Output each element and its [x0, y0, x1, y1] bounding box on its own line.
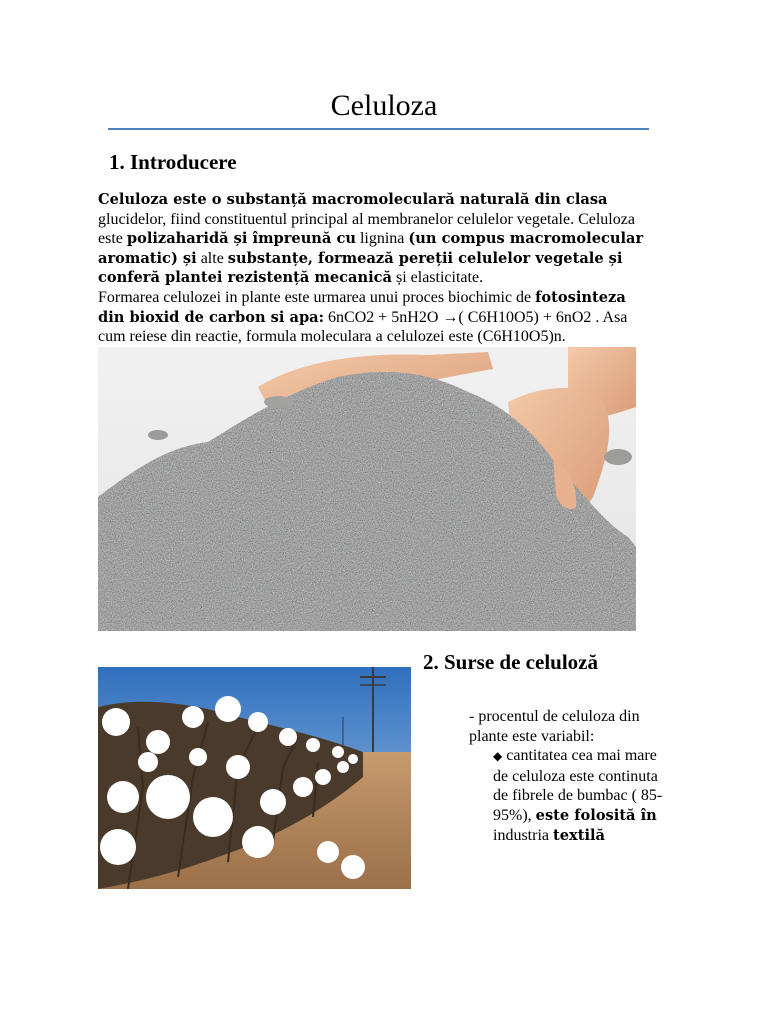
intro-paragraph-1 — [52, 190, 652, 288]
diamond-bullet-icon: ◆ — [493, 749, 503, 764]
text-run: elasticitate. — [406, 269, 484, 287]
text-run: alte — [196, 249, 228, 267]
cellulose-fiber-photo — [98, 347, 636, 631]
text-run: este o substanță macromoleculară naturală din clasa — [168, 191, 608, 208]
text-run: polizaharidă și împreună cu — [126, 230, 356, 248]
text-run: Celuloza — [98, 191, 169, 208]
text-run: Formarea celulozei in plante este urmarea unui proces biochimic de — [98, 288, 536, 306]
text-run: (un compus macromolecular aromatic) și — [98, 230, 644, 267]
title-underline — [108, 128, 649, 130]
section-heading-introducere: 1. Introducere — [109, 150, 237, 174]
text-run: cantitatea cea mai mare de celuloza este continuta de fibrele de bumbac ( 85-95%), — [493, 747, 663, 824]
cellulose-fiber-illustration — [98, 347, 636, 631]
text-run: 6nCO2 + 5nH2O →( C6H10O5) + 6nO2 . Asa cum reiese din reactie, formula moleculara a celulozei este (C6H10O5)n. — [98, 308, 628, 346]
text-run: este folosită în — [535, 806, 657, 824]
text-run: industria — [493, 826, 553, 844]
page-title: Celuloza — [330, 89, 438, 122]
intro-text — [52, 190, 652, 347]
sources-line-1: - procentul de celuloza din plante este variabil: — [469, 708, 640, 745]
text-run: lignina — [355, 230, 409, 248]
text-run: textilă — [553, 826, 606, 844]
text-run: și — [391, 269, 407, 287]
sources-text — [423, 707, 663, 845]
cotton-field-illustration — [98, 667, 411, 889]
text-run: glucidelor, fiind constituentul principal al membranelor celulelor vegetale. Celuloza este — [98, 210, 635, 248]
sources-bullet-item — [423, 746, 663, 845]
intro-paragraph-2 — [52, 288, 652, 347]
section-heading-surse: 2. Surse de celuloză — [423, 650, 598, 674]
text-run: fotosinteza din bioxid de carbon si apa: — [98, 288, 626, 326]
cotton-field-photo — [98, 667, 411, 889]
text-run: substanțe, formează pereții celulelor vegetale și conferă plantei rezistență mecanică — [98, 249, 623, 287]
